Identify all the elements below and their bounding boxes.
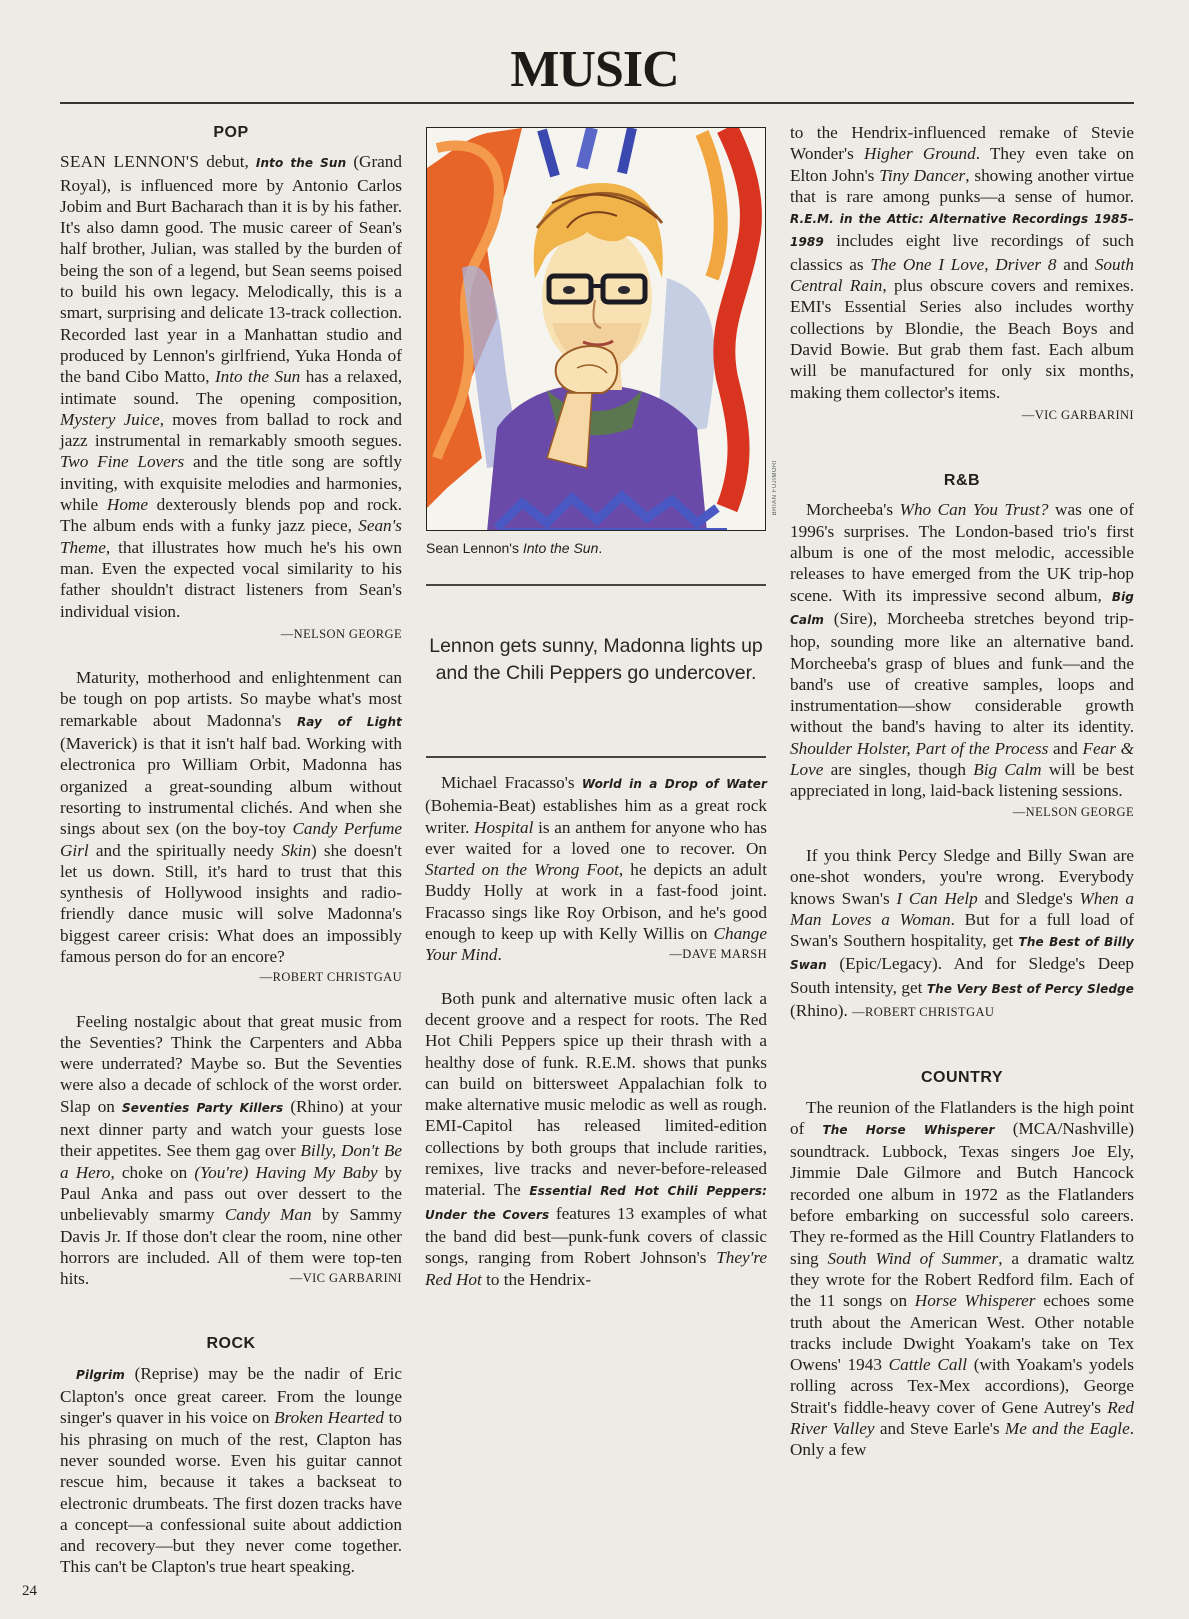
- byline: —ROBERT CHRISTGAU: [259, 970, 402, 985]
- byline: —DAVE MARSH: [669, 947, 767, 962]
- section-heading-country: COUNTRY: [920, 1069, 1003, 1087]
- byline: —NELSON GEORGE: [1012, 804, 1134, 819]
- review-clapton: Pilgrim (Reprise) may be the nadir of Eric Clapton's once great career. From the lounge singer's quaver in his voice on Broken Hearted to his phrasing on much of the rest, Clapton has never sounded worse. Even his guitar cannot rescue him, because it takes a backseat to electronic drumbeats. The first dozen tracks have a concept—a confessional suite about addiction and recovery—but they never come together. This can't be Clapton's true heart speaking.: [60, 1363, 402, 1577]
- review-fracasso: Michael Fracasso's World in a Drop of Water (Bohemia-Beat) establishes him as a great rock writer. Hospital is an anthem for anyone who has ever waited for a loved one to recover. On Started on the Wrong Foot, he depicts an adult Buddy Holly at work in a fast-food joint. Fracasso sings like Roy Orbison, and he's good enough to keep up with Kelly Willis on Change Your Mind. —DAVE MARSH: [425, 773, 768, 965]
- byline: —ROBERT CHRISTGAU: [852, 1004, 995, 1019]
- page-number: 24: [22, 1583, 37, 1599]
- section-heading-rock: ROCK: [206, 1335, 256, 1353]
- column-2: [425, 772, 767, 1290]
- pull-quote: Lennon gets sunny, Madonna lights up and the Chili Peppers go undercover.: [429, 635, 763, 684]
- pull-quote-rule-bottom: [426, 756, 766, 758]
- review-seventies: Feeling nostalgic about that great music from the Seventies? Think the Carpenters and Abba were underrated? Maybe so. But the Seventies were also a decade of schlock of the worst order. Slap on Seventies Party Killers (Rhino) at your next dinner party and watch your guests lose their appetites. See them gag over Billy, Don't Be a Hero, choke on (You're) Having My Baby by Paul Anka and pass out over dessert to the unbelievably smarmy Candy Man by Sammy Davis Jr. If those don't clear the room, nine other horrors are included. All of them were top-ten hits. —VIC GARBARINI: [60, 1011, 403, 1289]
- section-heading-rnb: R&B: [943, 472, 981, 490]
- byline: —VIC GARBARINI: [289, 1271, 402, 1286]
- review-madonna: Maturity, motherhood and enlightenment can be tough on pop artists. So maybe what's most remarkable about Madonna's Ray of Light (Maverick) is that it isn't half bad. Working with electronica pro William Orbit, Madonna has organized a great-sounding album without resorting to instrumental clichés. And when she sings about sex (on the boy-toy Candy Perfume Girl and the spiritually needy Skin) she doesn't let us down. Still, it's hard to trust that this synthesis of Hollywood insights and radio-friendly dance music will solve Madonna's biggest career crisis: What does an impossibly famous person do for an encore? —ROBERT CHRISTGAU: [60, 667, 402, 967]
- review-punk-alternative: Both punk and alternative music often lack a decent groove and a respect for roots. The Red Hot Chili Peppers spice up their thrash with a healthy dose of funk. R.E.M. shows that punks can build on bittersweet Appalachian folk to make alternative music melodic as well as rough. EMI-Capitol has released limited-edition collections by both groups that include rarities, remixes, live tracks and never-before-released material. The Essential Red Hot Chili Peppers: Under the Covers features 13 examples of what the band did best—punk-funk covers of classic songs, ranging from Robert Johnson's They're Red Hot to the Hendrix-: [425, 988, 767, 1289]
- review-sean-lennon: SEAN LENNON'S debut, Into the Sun (Grand Royal), is influenced more by Antonio Carlos Jobim and Burt Bacharach than it is by his father. It's also damn good. The music career of Sean's half brother, Julian, was stalled by the burden of being the son of a legend, but Sean seems poised to build his own legacy. Melodically, this is a smart, surprising and delicate 13-track collection. Recorded last year in a Manhattan studio and produced by Lennon's girlfriend, Yuka Honda of the band Cibo Matto, Into the Sun has a relaxed, intimate sound. The opening composition, Mystery Juice, moves from ballad to rock and jazz instrumental in remarkably smooth segues. Two Fine Lovers and the title song are softly inviting, with exquisite melodies and harmonies, while Home dexterously blends pop and rock. The album ends with a funky jazz piece, Sean's Theme, that illustrates how much he's his own man. Even the expected vocal similarity to his father shouldn't distract listeners from Sean's individual vision.: [60, 152, 403, 621]
- illustration-sean-lennon: [426, 127, 766, 531]
- byline: —NELSON GEORGE: [280, 626, 402, 641]
- column-3: [790, 122, 1134, 1461]
- pull-quote-rule-top: [426, 584, 766, 586]
- masthead-rule: [60, 102, 1134, 104]
- review-punk-alternative-continued: to the Hendrix-influenced remake of Stevie Wonder's Higher Ground. They even take on Elton John's Tiny Dancer, showing another virtue that is rare among punks—a sense of humor. R.E.M. in the Attic: Alternative Recordings 1985–1989 includes eight live recordings of such classics as The One I Love, Driver 8 and South Central Rain, plus obscure covers and remixes. EMI's Essential Series also includes worthy collections by Blondie, the Beach Boys and David Bowie. But grab them fast. Each album will be manufactured for only six months, making them collector's items.: [790, 123, 1135, 402]
- illustration-credit: BRIAN FUJIMORI: [772, 460, 778, 516]
- illustration-caption: Sean Lennon's Into the Sun.: [426, 540, 603, 556]
- portrait-illustration: [427, 128, 766, 531]
- review-morcheeba: Morcheeba's Who Can You Trust? was one of 1996's surprises. The London-based trio's first album is one of the most melodic, accessible releases to have emerged from the UK trip-hop scene. With its impressive second album, Big Calm (Sire), Morcheeba stretches beyond trip-hop, sounding more like an alternative band. Morcheeba's grasp of blues and funk—and the band's use of creative samples, loops and instrumentation—show considerable growth without the band's having to alter its identity. Shoulder Holster, Part of the Process and Fear & Love are singles, though Big Calm will be best appreciated in long, laid-back listening sessions. —NELSON GEORGE: [790, 499, 1134, 801]
- review-sledge-swan: If you think Percy Sledge and Billy Swan are one-shot wonders, you're wrong. Everybody knows Swan's I Can Help and Sledge's When a Man Loves a Woman. But for a full load of Swan's Southern hospitality, get The Best of Billy Swan (Epic/Legacy). And for Sledge's Deep South intensity, get The Very Best of Percy Sledge (Rhino). —ROBERT CHRISTGAU: [790, 845, 1134, 1020]
- column-1: [60, 122, 402, 1578]
- masthead: MUSIC: [510, 41, 679, 98]
- byline: —VIC GARBARINI: [1021, 407, 1134, 422]
- review-flatlanders: The reunion of the Flatlanders is the high point of The Horse Whisperer (MCA/Nashville) soundtrack. Lubbock, Texas singers Joe Ely, Jimmie Dale Gilmore and Butch Hancock recorded one album in 1972 as the Flatlanders before embarking on successful solo careers. They re-formed as the Hill Country Flatlanders to sing South Wind of Summer, a dramatic waltz they wrote for the Robert Redford film. Each of the 11 songs on Horse Whisperer echoes some truth about the American West. Other notable tracks include Dwight Yoakam's take on Tex Owens' 1943 Cattle Call (with Yoakam's yodels rolling across Tex-Mex accordions), George Strait's fiddle-heavy cover of Gene Autrey's Red River Valley and Steve Earle's Me and the Eagle. Only a few: [790, 1097, 1134, 1460]
- section-heading-pop: POP: [213, 124, 249, 141]
